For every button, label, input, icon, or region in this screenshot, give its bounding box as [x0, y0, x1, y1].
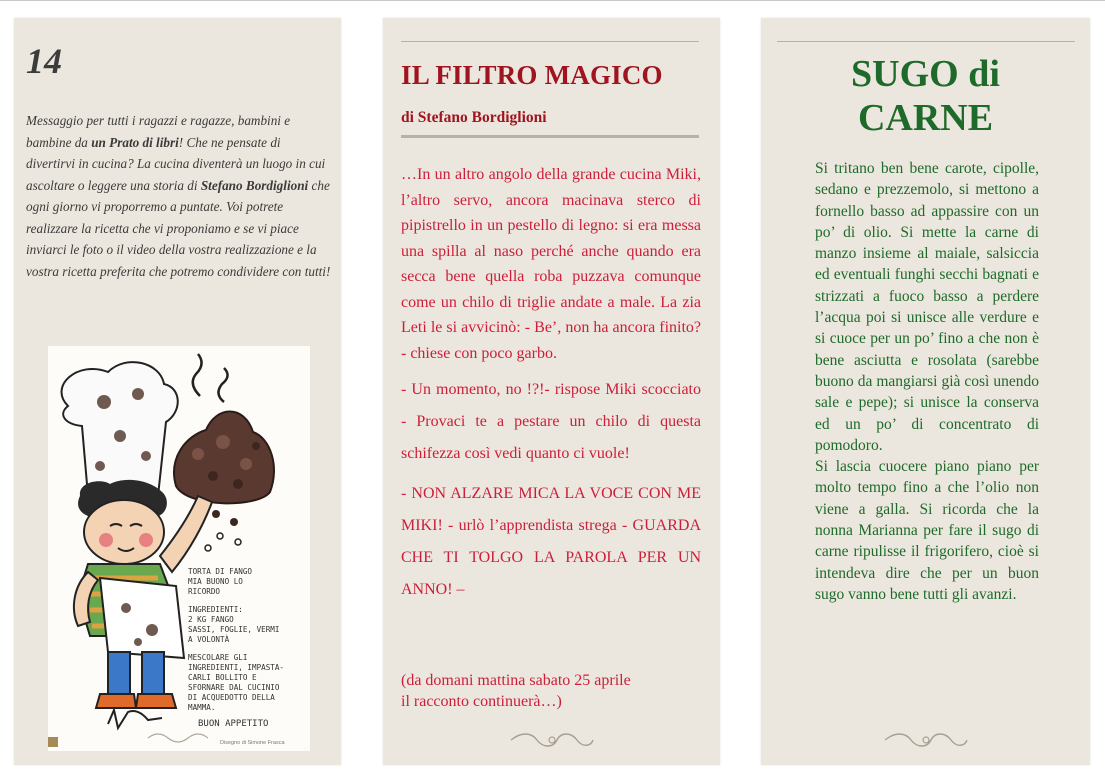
- drawing-line-10: CARLI BOLLITO E: [188, 673, 257, 682]
- story-paragraph-1: …In un altro angolo della grande cucina Miki, l’altro servo, ancora macinava sterco di pipistrello in un pestello di legno: si era messa una spilla al naso perché anche quando era secca bene quella roba puzzava comunque come un chilo di triglie andate a male. La zia Leti le si avvicinò: - Be’, non ha ancora finito? - chiese con poco garbo.: [401, 166, 701, 362]
- intro-text-2: ! Che ne pensate di divertirvi in cucina? La cucina diventerà un luogo in cui ascoltare o leggere una storia di: [26, 134, 326, 193]
- drawing-line-8: MESCOLARE GLI: [188, 653, 248, 662]
- recipe-paragraph-2: Si lascia cuocere piano piano per molto tempo fino a che l’olio non viene a galla. Si ricorda che la nonna Marianna per fare il sugo di carne ripulisse il frigorifero, cioè si intendeva dire che per un buon sugo vanno bene tutti gli avanzi.: [815, 458, 1039, 603]
- drawing-line-13: MAMMA.: [188, 703, 216, 712]
- chef-drawing-svg: [48, 346, 310, 751]
- story-paragraph-3: - NON ALZARE MICA LA VOCE CON ME MIKI! - urlò l’apprendista strega - GUARDA CHE TI TOLGO LA PAROLA PER UN ANNO! –: [401, 485, 701, 598]
- drawing-line-12: DI ACQUEDOTTO DELLA: [188, 693, 275, 702]
- page-number: 14: [26, 41, 62, 81]
- drawing-line-4: INGREDIENTI:: [188, 605, 243, 614]
- drawing-closing: BUON APPETITO: [198, 719, 269, 729]
- story-title: IL FILTRO MAGICO: [401, 60, 663, 90]
- recipe-title-line-2: CARNE: [857, 97, 994, 139]
- continuation-note: [401, 670, 701, 712]
- note-line-2: il racconto continuerà…): [401, 693, 562, 710]
- intro-bold-prato: un Prato di libri: [91, 134, 179, 150]
- recipe-panel: [761, 18, 1090, 765]
- intro-bold-author: Stefano Bordiglioni: [200, 177, 309, 193]
- story-author: di Stefano Bordiglioni: [401, 109, 547, 126]
- chef-illustration: [48, 346, 310, 751]
- recipe-body: [815, 158, 1039, 605]
- drawing-line-2: MIA BUONO LO: [188, 577, 243, 586]
- story-panel: [383, 18, 720, 765]
- intro-text-3: che ogni giorno vi proporremo a puntate. Voi potrete realizzare la ricetta che vi proponiamo e se vi piace inviarci le foto o il video della vostra realizzazione e la vostra ricetta preferita che potremo condividere con tutti!: [26, 177, 331, 279]
- top-rule: [401, 41, 699, 42]
- intro-text-1: Messaggio per tutti i ragazzi e ragazze, bambini e bambine da: [26, 113, 291, 150]
- note-line-1: (da domani mattina sabato 25 aprile: [401, 672, 631, 689]
- drawing-line-9: INGREDIENTI, IMPASTA-: [188, 663, 285, 672]
- intro-message: [26, 110, 332, 282]
- flourish-ornament-icon: [507, 731, 597, 749]
- drawing-line-5: 2 KG FANGO: [188, 615, 234, 624]
- intro-panel: [14, 18, 341, 765]
- drawing-line-7: A VOLONTÀ: [188, 635, 230, 644]
- recipe-paragraph-1: Si tritano ben bene carote, cipolle, sedano e prezzemolo, si mettono a fornello basso ad appassire con un po’ di olio. Si mette la carne di manzo insieme al maiale, salsiccia ed eventuali funghi secchi bagnati e strizzati a fuoco basso a perdere l’acqua poi si unisce alle verdure e si cuoce per un po’ fino a che non è bene asciutta e rosolata (sarebbe buono da mangiarsi già così unendo sale e pepe); si unisce la conserva ed un po’ di concentrato di pomodoro.: [815, 160, 1039, 454]
- drawing-line-6: SASSI, FOGLIE, VERMI: [188, 625, 280, 634]
- top-border: [0, 0, 1105, 1]
- drawing-credit: Disegno di Simone Frasca: [220, 740, 285, 746]
- recipe-title-line-1: SUGO di: [851, 53, 1000, 95]
- drawing-line-3: RICORDO: [188, 587, 221, 596]
- drawing-line-11: SFORNARE DAL CUCINIO: [188, 683, 280, 692]
- story-body: [401, 162, 701, 606]
- top-rule: [777, 41, 1075, 42]
- drawing-line-1: TORTA DI FANGO: [188, 567, 253, 576]
- flourish-ornament-icon: [881, 731, 971, 749]
- page-badge: [48, 737, 58, 747]
- author-rule: [401, 135, 699, 138]
- recipe-title: [761, 52, 1090, 140]
- story-paragraph-2: - Un momento, no !?!- rispose Miki scocciato - Provaci te a pestare un chilo di questa schifezza così vedi quanto ci vuole!: [401, 381, 701, 462]
